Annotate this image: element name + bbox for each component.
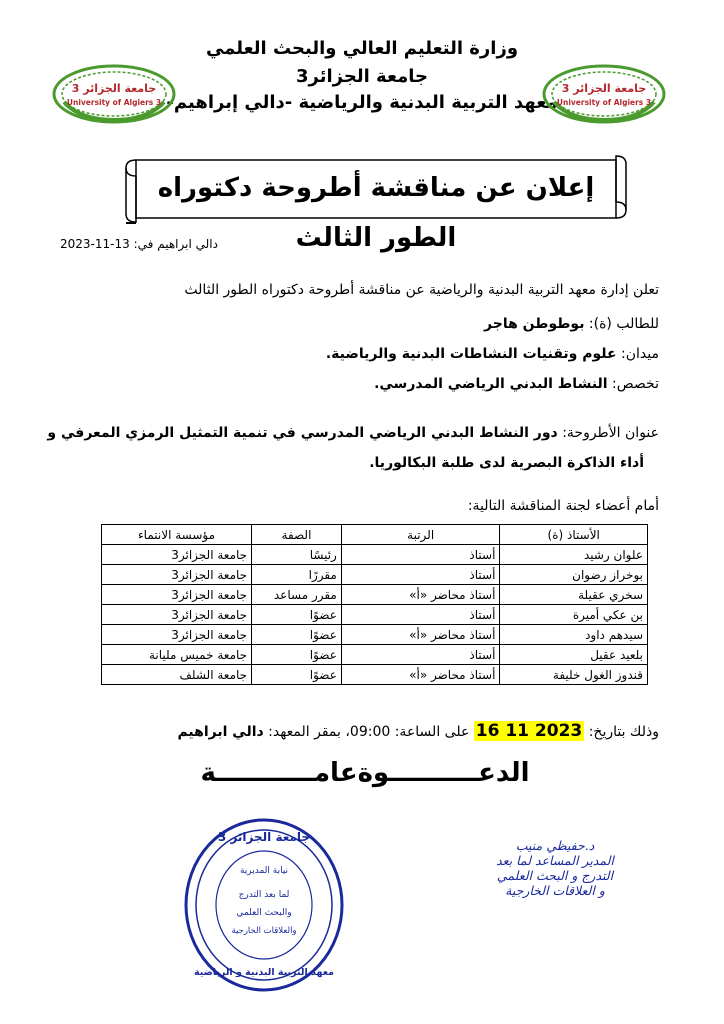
- committee-intro: أمام أعضاء لجنة المناقشة التالية:: [467, 498, 659, 514]
- member-rank: أستاذ محاضر «أ»: [341, 665, 500, 685]
- defense-location: دالي ابراهيم: [177, 724, 264, 740]
- student-label: للطالب (ة):: [588, 316, 659, 332]
- schedule-line: [177, 721, 659, 741]
- thesis-label: عنوان الأطروحة:: [562, 425, 659, 441]
- thesis-title-line-1: [47, 425, 659, 441]
- member-institution: جامعة الجزائر3: [102, 585, 252, 605]
- member-name: بن عكي أميرة: [500, 605, 648, 625]
- member-rank: أستاذ: [341, 605, 500, 625]
- university-logo-left: [50, 62, 178, 126]
- logo-text-en-right: University of Algiers 3: [556, 98, 652, 107]
- logo-text-en-left: University of Algiers 3: [66, 98, 162, 107]
- member-name: علوان رشيد: [500, 545, 648, 565]
- specialty-value: النشاط البدني الرياضي المدرسي.: [374, 376, 608, 392]
- signature-name: د.حفيظي منيب: [515, 838, 595, 853]
- committee-table: [101, 524, 648, 685]
- table-row: [102, 645, 648, 665]
- defense-time: 09:00: [349, 724, 391, 740]
- member-rank: أستاذ: [341, 545, 500, 565]
- stamp-bottom-text: معهد التربية البدنية و الرياضية: [193, 967, 335, 978]
- signature-title-1: المدير المساعد لما بعد: [496, 853, 614, 868]
- institute-name: معهد التربية البدنية والرياضية -دالي إبراهيم-: [166, 92, 558, 113]
- member-name: قندوز الغول خليفة: [500, 665, 648, 685]
- public-invitation: الدعــــــــــوةعامـــــــــــة: [200, 758, 530, 788]
- member-name: بوخراز رضوان: [500, 565, 648, 585]
- university-name: جامعة الجزائر3: [296, 66, 428, 87]
- member-rank: أستاذ: [341, 565, 500, 585]
- member-name: بلعيد عقيل: [500, 645, 648, 665]
- member-role: مقررًا: [252, 565, 342, 585]
- ministry-name: وزارة التعليم العالي والبحث العلمي: [205, 38, 519, 59]
- table-row: [102, 545, 648, 565]
- specialty-line: [374, 376, 659, 392]
- member-institution: جامعة الجزائر3: [102, 545, 252, 565]
- defense-date: 16 11 2023: [475, 721, 583, 741]
- member-rank: أستاذ: [341, 645, 500, 665]
- member-rank: أستاذ محاضر «أ»: [341, 585, 500, 605]
- logo-text-ar-left: جامعة الجزائر 3: [71, 82, 157, 95]
- stamp-inner-line-2: لما بعد التدرج: [238, 890, 290, 900]
- member-role: عضوًا: [252, 625, 342, 645]
- member-institution: جامعة الجزائر3: [102, 565, 252, 585]
- header-name: الأستاذ (ة): [500, 525, 648, 545]
- table-row: [102, 665, 648, 685]
- member-institution: جامعة الشلف: [102, 665, 252, 685]
- thesis-title-line-2: [369, 455, 644, 471]
- field-value: علوم وتقنيات النشاطات البدنية والرياضية.: [325, 346, 617, 362]
- table-row: [102, 605, 648, 625]
- member-name: سخري عقيلة: [500, 585, 648, 605]
- stamp-inner-line-1: نيابة المديرية: [239, 866, 289, 876]
- member-role: مقرر مساعد: [252, 585, 342, 605]
- location-label: ، بمقر المعهد:: [268, 724, 350, 740]
- header-role: الصفة: [252, 525, 342, 545]
- announcement-intro: تعلن إدارة معهد التربية البدنية والرياضية عن مناقشة أطروحة دكتوراه الطور الثالث: [184, 282, 659, 298]
- member-institution: جامعة خميس مليانة: [102, 645, 252, 665]
- member-rank: أستاذ محاضر «أ»: [341, 625, 500, 645]
- time-label: على الساعة:: [394, 724, 470, 740]
- member-role: عضوًا: [252, 665, 342, 685]
- table-header-row: [102, 525, 648, 545]
- student-name: بوطوطن هاجر: [484, 316, 585, 332]
- student-line: [484, 316, 659, 332]
- signature-title-2: التدرج و البحث العلمي: [496, 868, 614, 883]
- header-institution: مؤسسة الانتماء: [102, 525, 252, 545]
- schedule-prefix: وذلك بتاريخ:: [588, 724, 659, 740]
- thesis-title-part-1: دور النشاط البدني الرياضي المدرسي في تنمية التمثيل الرمزي المعرفي و: [47, 425, 558, 441]
- member-institution: جامعة الجزائر3: [102, 625, 252, 645]
- table-row: [102, 625, 648, 645]
- specialty-label: تخصص:: [612, 376, 659, 392]
- member-institution: جامعة الجزائر3: [102, 605, 252, 625]
- stamp-inner-line-4: والعلاقات الخارجية: [231, 926, 297, 936]
- signature-title-3: و العلاقات الخارجية: [505, 883, 605, 898]
- official-stamp: [182, 815, 347, 995]
- stamp-outer-text: جامعة الجزائر 3: [217, 830, 311, 844]
- university-logo-right: [540, 62, 668, 126]
- table-row: [102, 565, 648, 585]
- table-row: [102, 585, 648, 605]
- director-signature: [470, 838, 640, 898]
- header-rank: الرتبة: [341, 525, 500, 545]
- member-name: سيدهم داود: [500, 625, 648, 645]
- banner-title: إعلان عن مناقشة أطروحة دكتوراه الطور الثالث: [157, 173, 595, 253]
- member-role: عضوًا: [252, 605, 342, 625]
- logo-text-ar-right: جامعة الجزائر 3: [561, 82, 647, 95]
- document-date: دالي ابراهيم في: 13-11-2023: [60, 237, 218, 251]
- thesis-title-part-2: أداء الذاكرة البصرية لدى طلبة البكالوريا.: [369, 455, 644, 471]
- member-role: رئيسًا: [252, 545, 342, 565]
- field-line: [326, 346, 659, 362]
- field-label: ميدان:: [621, 346, 659, 362]
- stamp-inner-line-3: والبحث العلمي: [236, 908, 292, 918]
- member-role: عضوًا: [252, 645, 342, 665]
